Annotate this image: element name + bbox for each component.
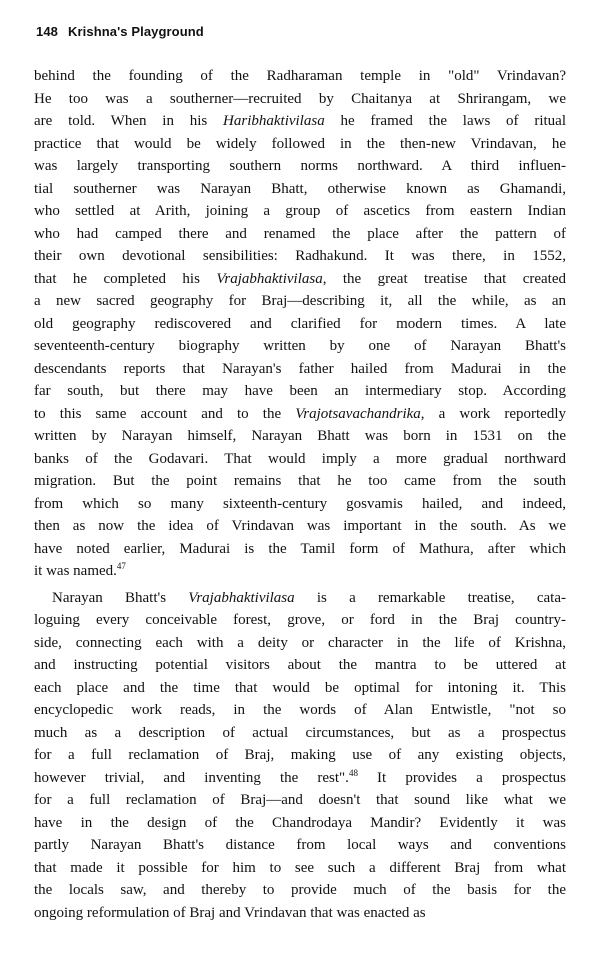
text-line: [34, 789, 566, 812]
text-line: [34, 834, 566, 857]
text-line: [34, 857, 566, 880]
text-run: , a work reportedly: [420, 405, 566, 422]
text-run: far south, but there may have been an intermediary stop. According: [34, 383, 566, 399]
text-run: that he completed his: [34, 270, 217, 287]
body-text: [34, 65, 566, 924]
text-run: was largely transporting southern norms northward. A third influen-: [34, 158, 566, 174]
text-run: and instructing potential visitors about the mantra to be uttered at: [34, 657, 566, 673]
text-run: , the great treatise that created: [322, 270, 566, 287]
text-line: [34, 609, 566, 632]
text-run: banks of the Godavari. That would imply a more gradual northward: [34, 450, 566, 467]
text-run: is a remarkable treatise, cata-: [294, 589, 567, 606]
text-run: a new sacred geography for Braj—describing it, all the while, as an: [34, 293, 566, 309]
text-line: [34, 744, 566, 767]
text-line: [34, 133, 566, 156]
text-run: then as now the idea of Vrindavan was important in the south. As we: [34, 518, 566, 534]
text-line: [34, 245, 566, 268]
text-run: encyclopedic work reads, in the words of Alan Entwistle, "not so: [34, 702, 566, 718]
text-run: who settled at Arith, joining a group of ascetics from eastern Indian: [34, 203, 566, 219]
text-run: partly Narayan Bhatt's distance from local ways and conventions: [34, 837, 566, 853]
text-run: It provides a prospectus: [357, 769, 566, 786]
text-line: [34, 587, 566, 610]
text-line: [34, 88, 566, 111]
text-line: [34, 200, 566, 223]
text-run: practice that would be widely followed in the then-new Vrindavan, he: [34, 135, 566, 152]
text-line: [34, 65, 566, 88]
text-run: each place and the time that would be optimal for intoning it. This: [34, 679, 566, 696]
italic-title: Vrajotsavachandrika: [295, 405, 421, 422]
text-line: [34, 425, 566, 448]
text-line: [34, 902, 566, 925]
text-run: have in the design of the Chandrodaya Mandir? Evidently it was: [34, 814, 566, 831]
text-line: [34, 538, 566, 561]
page-number: 148: [36, 24, 58, 39]
text-run: who had camped there and renamed the place after the pattern of: [34, 225, 566, 242]
text-run: the locals saw, and thereby to provide much of the basis for the: [34, 882, 566, 898]
text-line: [34, 767, 566, 790]
text-run: He too was a southerner—recruited by Chaitanya at Shrirangam, we: [34, 90, 566, 107]
text-line: [34, 223, 566, 246]
text-line: [34, 470, 566, 493]
text-line: [34, 515, 566, 538]
text-line: [34, 403, 566, 426]
text-line: [34, 313, 566, 336]
text-line: [34, 335, 566, 358]
text-line: [34, 677, 566, 700]
text-run: seventeenth-century biography written by one of Narayan Bhatt's: [34, 338, 566, 354]
text-run: for a full reclamation of Braj—and doesn't that sound like what we: [34, 792, 566, 808]
text-run: Narayan Bhatt's: [52, 589, 189, 606]
italic-title: Vrajabhaktivilasa: [188, 589, 295, 606]
text-line: [34, 448, 566, 471]
text-line: [34, 879, 566, 902]
text-line: [34, 699, 566, 722]
text-line: [34, 178, 566, 201]
running-head: [36, 24, 566, 39]
text-run: written by Narayan himself, Narayan Bhatt was born in 1531 on the: [34, 428, 566, 444]
text-line: [34, 380, 566, 403]
book-title: Krishna's Playground: [68, 24, 204, 39]
text-run: however trivial, and inventing the rest".: [34, 769, 349, 786]
italic-title: Haribhaktivilasa: [223, 113, 325, 129]
text-line: [34, 632, 566, 655]
text-line: [34, 290, 566, 313]
paragraph: [34, 587, 566, 925]
text-run: behind the founding of the Radharaman temple in "old" Vrindavan?: [34, 68, 566, 84]
text-line: [34, 654, 566, 677]
text-run: ongoing reformulation of Braj and Vrindavan that was enacted as: [34, 904, 426, 921]
text-run: he framed the laws of ritual: [324, 113, 566, 129]
text-line: [34, 812, 566, 835]
text-run: much as a description of actual circumstances, but as a prospectus: [34, 724, 566, 741]
text-line: [34, 722, 566, 745]
text-line: [34, 268, 566, 291]
paragraph: [34, 65, 566, 583]
text-run: for a full reclamation of Braj, making use of any existing objects,: [34, 747, 566, 763]
text-run: loguing every conceivable forest, grove, or ford in the Braj country-: [34, 612, 566, 628]
italic-title: Vrajabhaktivilasa: [216, 270, 323, 287]
footnote-ref: 48: [348, 767, 358, 778]
text-run: their own devotional sensibilities: Radhakund. It was there, in 1552,: [34, 248, 566, 264]
text-run: migration. But the point remains that he too came from the south: [34, 473, 566, 489]
text-run: from which so many sixteenth-century gosvamis hailed, and indeed,: [34, 495, 566, 512]
text-run: descendants reports that Narayan's father hailed from Madurai in the: [34, 360, 566, 377]
text-line: [34, 110, 566, 133]
text-line: [34, 560, 566, 583]
footnote-ref: 47: [116, 561, 126, 571]
text-line: [34, 493, 566, 516]
text-run: tial southerner was Narayan Bhatt, otherwise known as Ghamandi,: [34, 180, 566, 197]
text-line: [34, 155, 566, 178]
text-run: have noted earlier, Madurai is the Tamil form of Mathura, after which: [34, 540, 566, 557]
text-run: side, connecting each with a deity or character in the life of Krishna,: [34, 634, 566, 651]
text-run: are told. When in his: [34, 113, 224, 129]
text-run: old geography rediscovered and clarified for modern times. A late: [34, 315, 566, 332]
text-line: [34, 358, 566, 381]
text-run: it was named.: [34, 563, 117, 579]
text-run: to this same account and to the: [34, 405, 296, 422]
text-run: that made it possible for him to see such a different Braj from what: [34, 859, 566, 876]
